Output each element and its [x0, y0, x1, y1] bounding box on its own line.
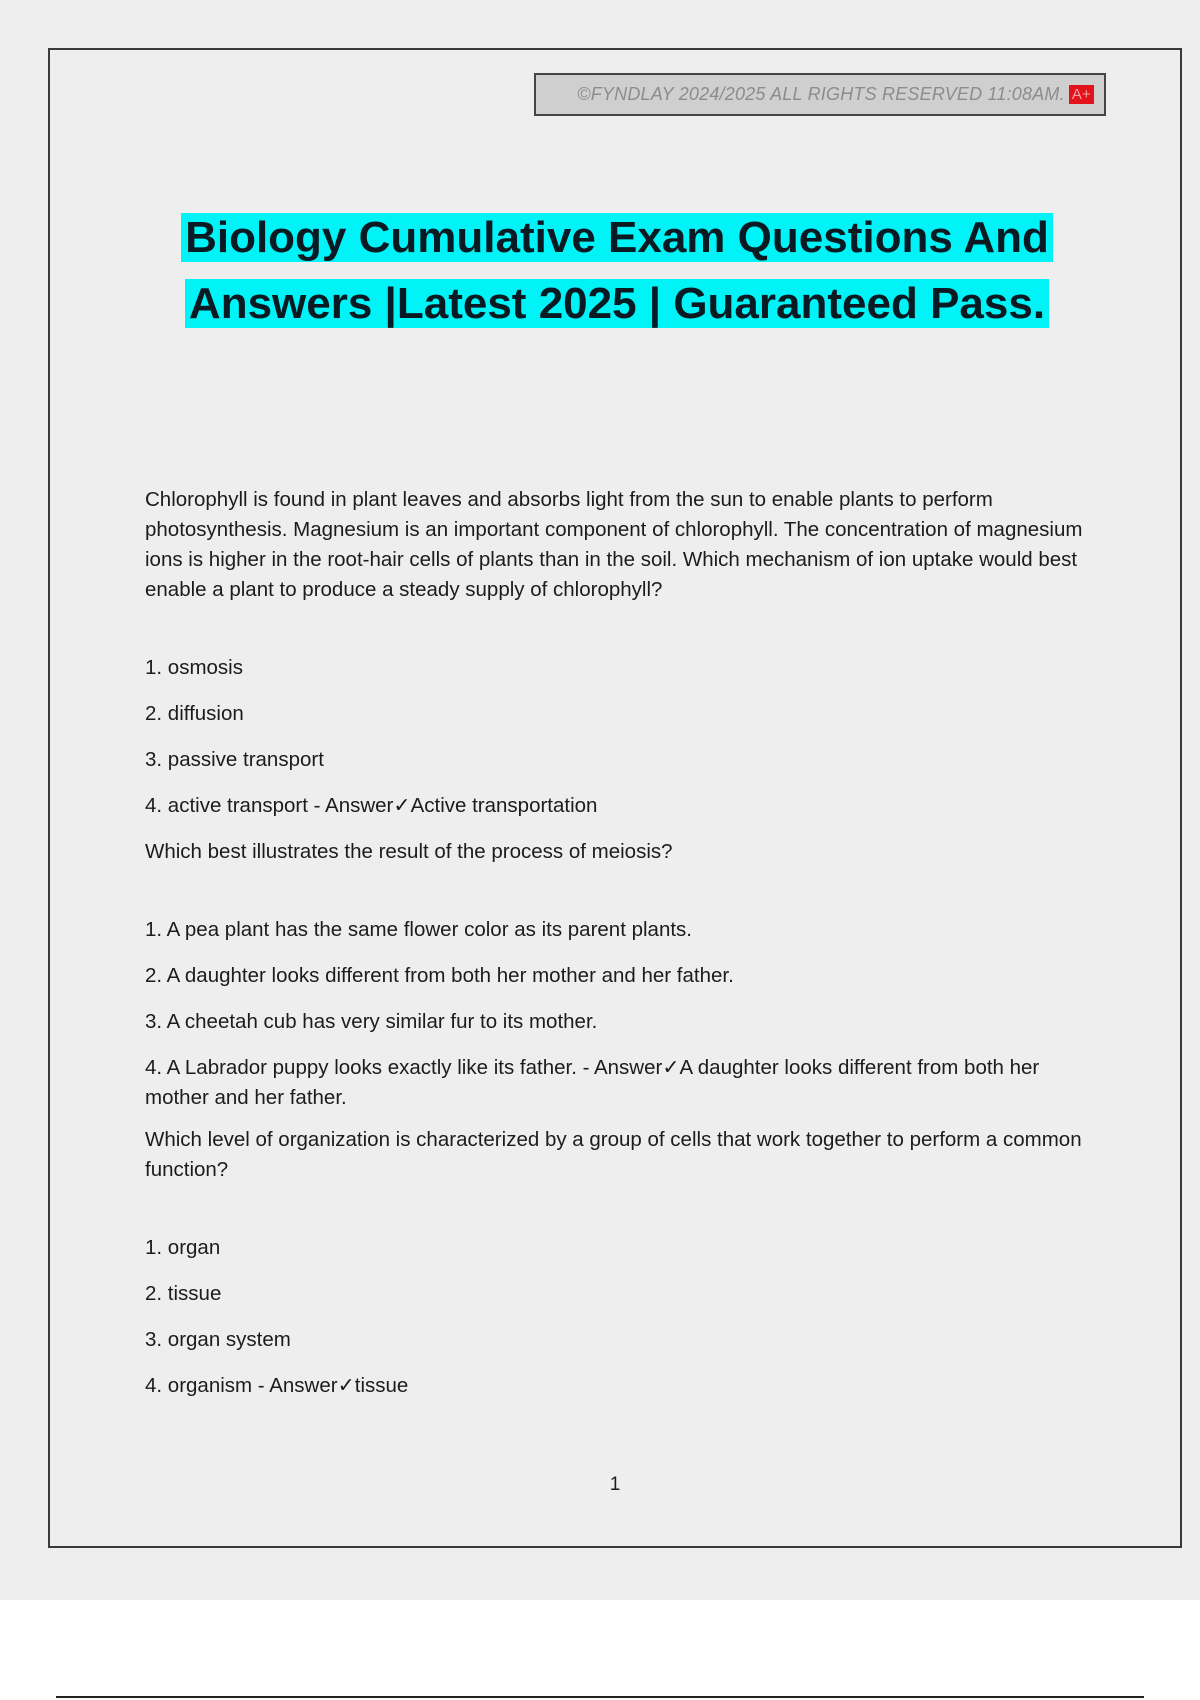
option: 2. tissue: [145, 1282, 222, 1305]
divider: [56, 1696, 1144, 1698]
option: 1. A pea plant has the same flower color as its parent plants.: [145, 918, 692, 941]
copyright-text: ©FYNDLAY 2024/2025 ALL RIGHTS RESERVED 11:08AM.: [577, 84, 1065, 104]
grade-badge: A+: [1069, 85, 1094, 104]
question-stem: Chlorophyll is found in plant leaves and absorbs light from the sun to enable plants to perform photosynthesis. Magnesium is an important component of chlorophyll. The concentration of magnesium ions is higher in the root-hair cells of plants than in the soil. Which mechanism of ion uptake would best enable a plant to produce a steady supply of chlorophyll?: [145, 488, 1083, 601]
option-with-answer: [145, 791, 1095, 821]
page-number: 1: [609, 1474, 621, 1495]
answer-text: tissue: [354, 1374, 409, 1397]
option: 3. passive transport: [145, 748, 324, 771]
checkmark-icon: ✓: [337, 1374, 355, 1397]
checkmark-icon: ✓: [393, 794, 411, 817]
option: 3. A cheetah cub has very similar fur to its mother.: [145, 1010, 598, 1033]
option: 1. organ: [145, 1236, 221, 1259]
document-title: [100, 205, 1134, 337]
option: 2. A daughter looks different from both her mother and her father.: [145, 964, 734, 987]
answer-text: A daughter looks different from both her mother and her father.: [145, 1056, 1040, 1109]
option-with-answer: [145, 1053, 1095, 1113]
copyright-banner: [534, 73, 1106, 116]
option-text: 4. A Labrador puppy looks exactly like its father. - Answer: [145, 1056, 663, 1079]
option: 1. osmosis: [145, 656, 243, 679]
question-stem: Which best illustrates the result of the process of meiosis?: [145, 840, 673, 863]
document-body: [145, 485, 1095, 1417]
option-text: 4. active transport - Answer: [145, 794, 394, 817]
option: 3. organ system: [145, 1328, 291, 1351]
title-line-1: Biology Cumulative Exam Questions And: [181, 213, 1053, 262]
option: 2. diffusion: [145, 702, 244, 725]
answer-text: Active transportation: [410, 794, 598, 817]
checkmark-icon: ✓: [662, 1056, 680, 1079]
option-text: 4. organism - Answer: [145, 1374, 338, 1397]
option-with-answer: [145, 1371, 1095, 1401]
title-line-2: Answers |Latest 2025 | Guaranteed Pass.: [185, 279, 1049, 328]
question-stem: Which level of organization is characterized by a group of cells that work together to perform a common function?: [145, 1128, 1082, 1181]
